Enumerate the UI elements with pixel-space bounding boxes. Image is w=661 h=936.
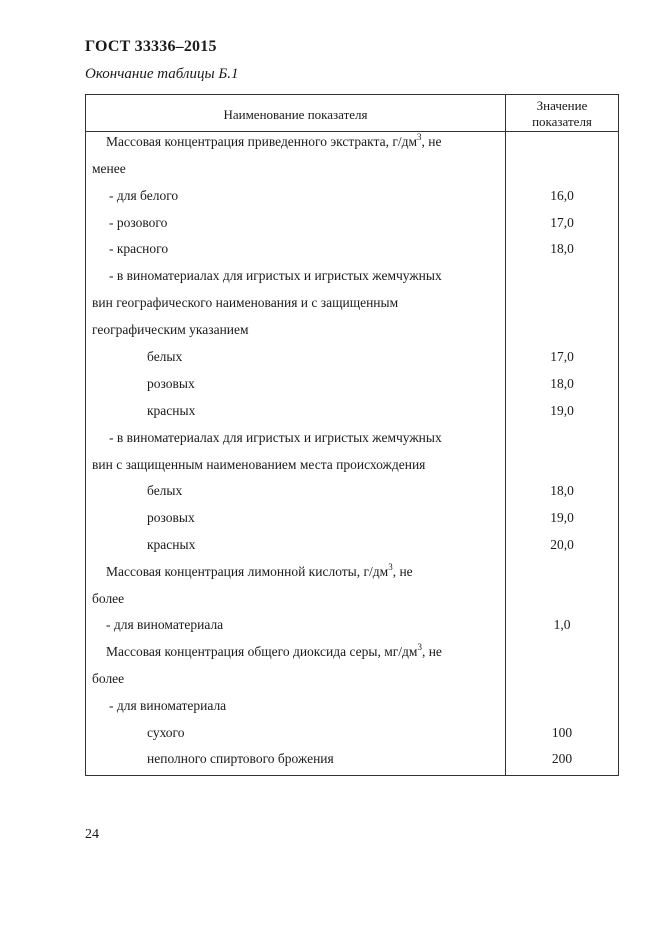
table-row	[86, 697, 618, 715]
table-row	[86, 321, 618, 339]
row-label: Массовая концентрация приведенного экстракта, $г/дм^3$, не	[106, 131, 442, 149]
indicators-table	[85, 94, 619, 776]
row-label: сухого	[147, 725, 185, 740]
table-row	[86, 133, 618, 151]
table-row	[86, 456, 618, 474]
row-value: 200	[551, 751, 573, 766]
row-label: неполного спиртового брожения	[147, 751, 334, 766]
row-value: 18,0	[550, 241, 574, 256]
table-row	[86, 750, 618, 768]
row-label: менее	[92, 161, 126, 176]
page-number: 24	[85, 827, 99, 842]
table-row	[86, 160, 618, 178]
row-value: 1,0	[553, 617, 571, 632]
row-label: более	[92, 591, 125, 606]
table-row	[86, 402, 618, 420]
row-label: - в виноматериалах для игристых и игристых жемчужных	[109, 430, 442, 445]
row-label: - для виноматериала	[106, 617, 224, 632]
table-row	[86, 643, 618, 661]
row-value: 19,0	[550, 510, 574, 525]
row-value: 18,0	[550, 376, 574, 391]
row-value: 16,0	[550, 188, 574, 203]
table-row	[86, 348, 618, 366]
table-row	[86, 429, 618, 447]
row-label: Массовая концентрация общего диоксида серы, $мг/дм^3$, не	[106, 641, 442, 659]
table-row	[86, 616, 618, 634]
table-row	[86, 240, 618, 258]
table-row	[86, 294, 618, 312]
table-row	[86, 214, 618, 232]
table-row	[86, 670, 618, 688]
row-label: белых	[147, 483, 183, 498]
row-label: - для виноматериала	[109, 698, 227, 713]
row-label: розовых	[147, 510, 195, 525]
row-label: - в виноматериалах для игристых и игристых жемчужных	[109, 268, 442, 283]
table-row	[86, 187, 618, 205]
column-header-name: Наименование показателя	[223, 107, 368, 122]
row-label: более	[92, 671, 125, 686]
row-label: красных	[147, 537, 196, 552]
row-label: красных	[147, 403, 196, 418]
row-label: белых	[147, 349, 183, 364]
row-value: 18,0	[550, 483, 574, 498]
table-row	[86, 563, 618, 581]
row-label: - для белого	[109, 188, 179, 203]
row-label: - красного	[109, 241, 169, 256]
header-divider	[86, 131, 618, 132]
table-row	[86, 536, 618, 554]
row-value: 19,0	[550, 403, 574, 418]
column-header-value: Значение показателя	[532, 98, 592, 129]
document-code: ГОСТ 33336–2015	[85, 38, 217, 55]
table-caption: Окончание таблицы Б.1	[85, 66, 239, 82]
row-value: 20,0	[550, 537, 574, 552]
table-row	[86, 482, 618, 500]
row-label: вин географического наименования и с защищенным	[92, 295, 399, 310]
row-value: 100	[551, 725, 573, 740]
row-value: 17,0	[550, 215, 574, 230]
row-value: 17,0	[550, 349, 574, 364]
table-row	[86, 590, 618, 608]
row-label: Массовая концентрация лимонной кислоты, $г/дм^3$, не	[106, 561, 413, 579]
row-label: вин с защищенным наименованием места происхождения	[92, 457, 426, 472]
table-row	[86, 509, 618, 527]
row-label: географическим указанием	[92, 322, 249, 337]
table-row	[86, 724, 618, 742]
table-row	[86, 375, 618, 393]
row-label: розовых	[147, 376, 195, 391]
row-label: - розового	[109, 215, 168, 230]
table-row	[86, 267, 618, 285]
